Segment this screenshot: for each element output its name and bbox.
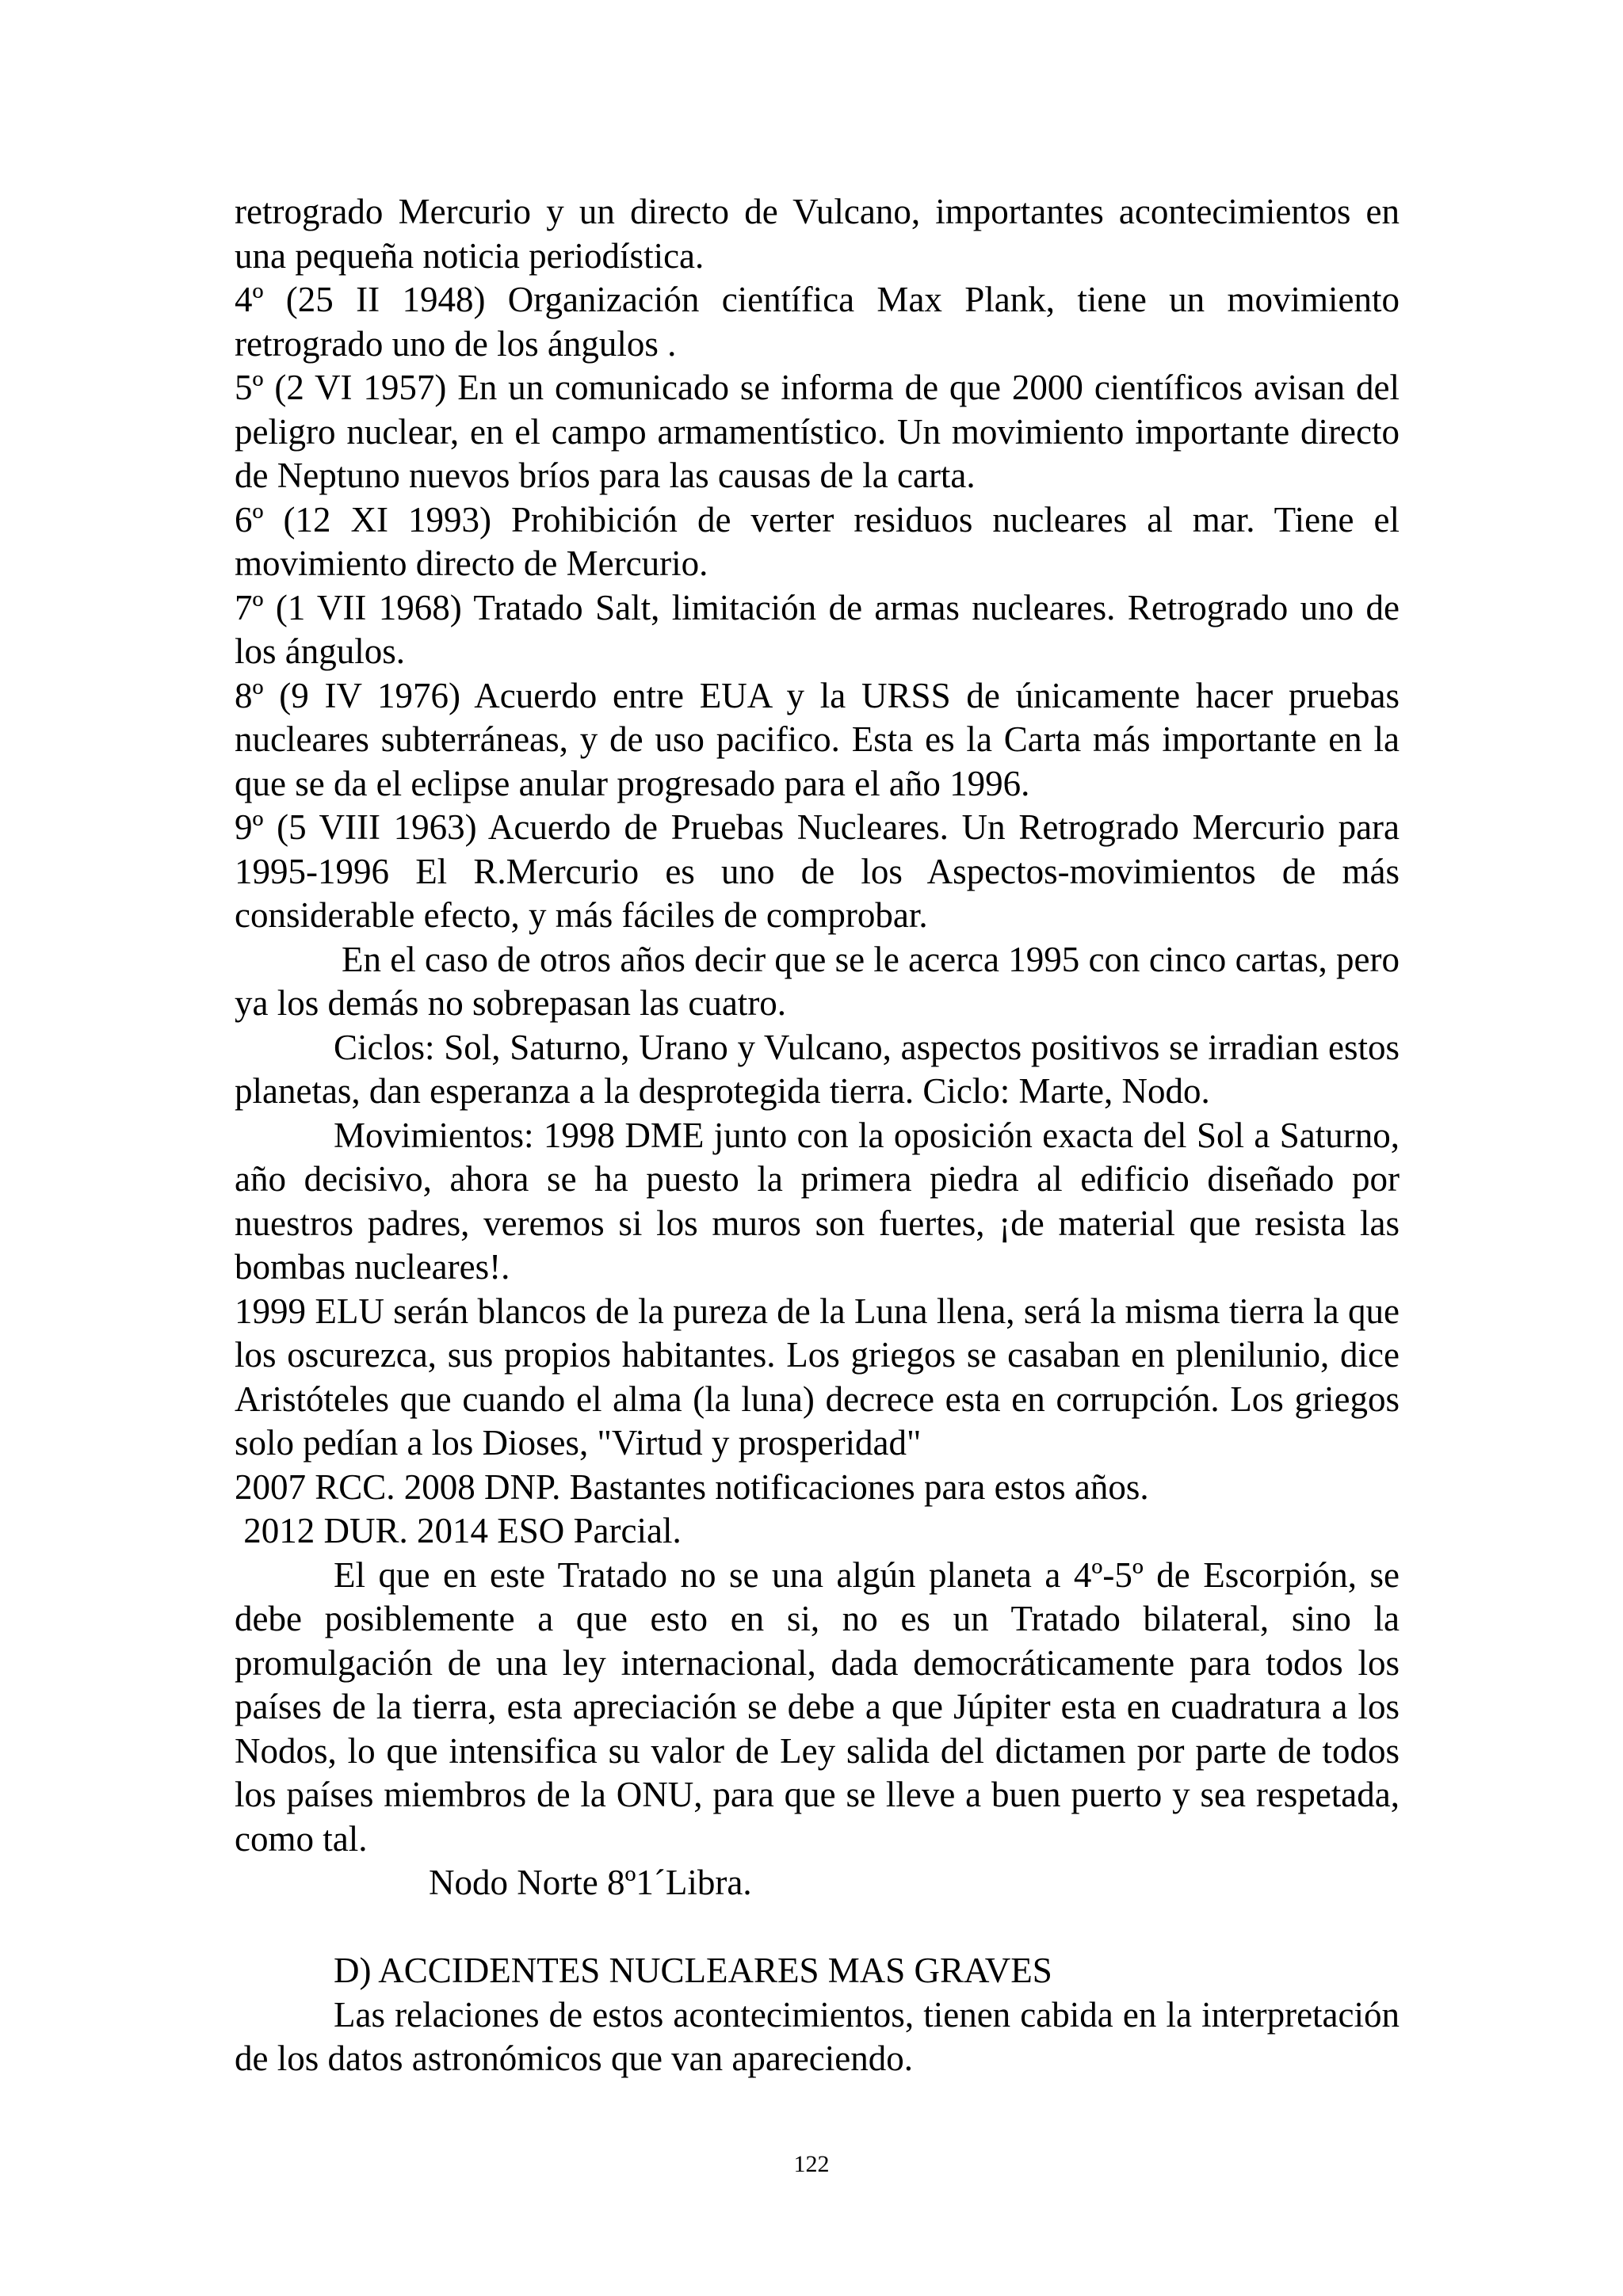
paragraph-item-6: 6º (12 XI 1993) Prohibición de verter residuos nucleares al mar. Tiene el movimiento directo de Mercurio. — [235, 499, 1400, 583]
paragraph-2007: 2007 RCC. 2008 DNP. Bastantes notificaciones para estos años. — [235, 1466, 1149, 1507]
paragraph-2012: 2012 DUR. 2014 ESO Parcial. — [235, 1511, 682, 1550]
page-number: 122 — [793, 2151, 830, 2177]
paragraph-1999: 1999 ELU serán blancos de la pureza de la Luna llena, será la misma tierra la que los oscurezca, sus propios habitantes. Los griegos se casaban en plenilunio, dice Aristóteles que cuando el alma (la luna) decrece esta en corrupción. Los griegos solo pedían a los Dioses, "Virtud y prosperidad" — [235, 1291, 1400, 1463]
paragraph-item-7: 7º (1 VII 1968) Tratado Salt, limitación de armas nucleares. Retrogrado uno de los ángulos. — [235, 587, 1400, 671]
paragraph-tratado: El que en este Tratado no se una algún planeta a 4º-5º de Escorpión, se debe posiblemente a que esto en si, no es un Tratado bilateral, sino la promulgación de una ley internacional, dada democráticamente para todos los países de la tierra, esta apreciación se debe a que Júpiter esta en cuadratura a los Nodos, lo que intensifica su valor de Ley salida del dictamen por parte de todos los países miembros de la ONU, para que se lleve a buen puerto y sea respetada, como tal. — [235, 1554, 1400, 1859]
paragraph-item-9: 9º (5 VIII 1963) Acuerdo de Pruebas Nucleares. Un Retrogrado Mercurio para 1995-1996 El R.Mercurio es uno de los Aspectos-movimientos de más considerable efecto, y más fáciles de comprobar. — [235, 807, 1400, 935]
blank-line — [235, 1905, 1400, 1950]
paragraph-item-5: 5º (2 VI 1957) En un comunicado se informa de que 2000 científicos avisan del peligro nuclear, en el campo armamentístico. Un movimiento importante directo de Neptuno nuevos bríos para las causas de la carta. — [235, 368, 1400, 495]
paragraph-otros-anos: En el caso de otros años decir que se le acerca 1995 con cinco cartas, pero ya los demás no sobrepasan las cuatro. — [235, 939, 1400, 1023]
paragraph-1: retrogrado Mercurio y un directo de Vulcano, importantes acontecimientos en una pequeña noticia periodística. — [235, 192, 1400, 276]
section-heading: D) ACCIDENTES NUCLEARES MAS GRAVES — [334, 1951, 1052, 1990]
section-body: Las relaciones de estos acontecimientos, tienen cabida en la interpretación de los datos astronómicos que van apareciendo. — [235, 1994, 1400, 2078]
document-page — [235, 190, 1400, 2081]
paragraph-nodo-norte: Nodo Norte 8º1´Libra. — [429, 1863, 752, 1902]
paragraph-item-4: 4º (25 II 1948) Organización científica Max Plank, tiene un movimiento retrogrado uno de los ángulos . — [235, 280, 1400, 364]
paragraph-ciclos: Ciclos: Sol, Saturno, Urano y Vulcano, aspectos positivos se irradian estos planetas, dan esperanza a la desprotegida tierra. Ciclo: Marte, Nodo. — [235, 1027, 1400, 1111]
paragraph-movimientos: Movimientos: 1998 DME junto con la oposición exacta del Sol a Saturno, año decisivo, ahora se ha puesto la primera piedra al edificio diseñado por nuestros padres, veremos si los muros son fuertes, ¡de material que resista las bombas nucleares!. — [235, 1115, 1400, 1287]
paragraph-item-8: 8º (9 IV 1976) Acuerdo entre EUA y la URSS de únicamente hacer pruebas nucleares subterráneas, y de uso pacifico. Esta es la Carta más importante en la que se da el eclipse anular progresado para el año 1996. — [235, 675, 1400, 803]
